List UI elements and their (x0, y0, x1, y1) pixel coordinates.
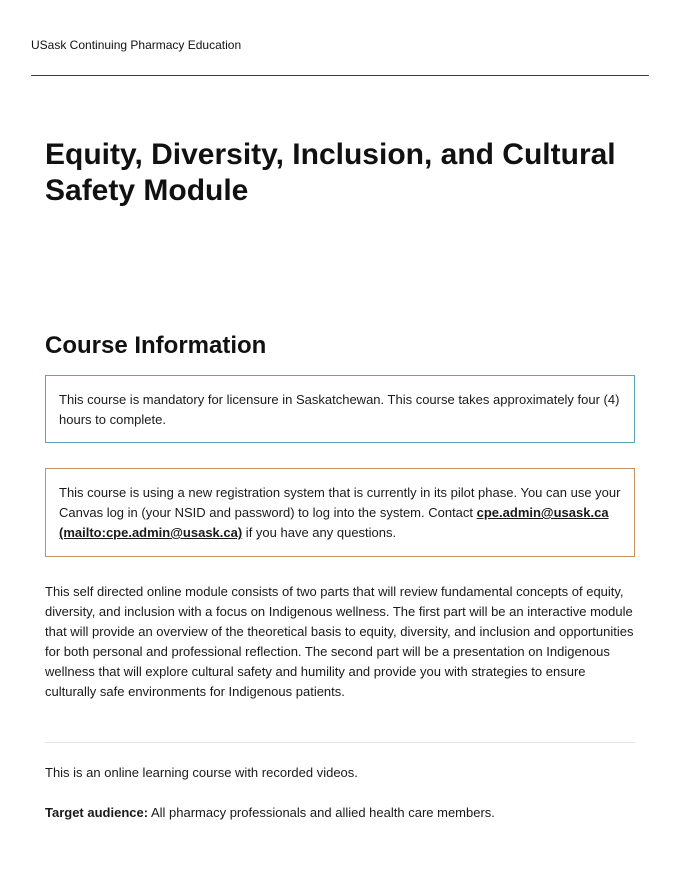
site-name[interactable]: USask Continuing Pharmacy Education (31, 38, 242, 52)
warning-text-before: This course is using a new registration system that is currently in its pilot phase. You can use your Canvas log in (your NSID and password) to log into the system. Contact (59, 485, 621, 520)
contact-email-link[interactable]: cpe.admin@usask.ca (mailto:cpe.admin@usask.ca) (59, 505, 609, 540)
section-divider (45, 742, 635, 743)
target-audience-value: All pharmacy professionals and allied health care members. (148, 805, 495, 820)
info-callout (45, 375, 635, 443)
course-format: This is an online learning course with recorded videos. (45, 765, 358, 780)
header-divider (31, 75, 649, 76)
course-description: This self directed online module consists of two parts that will review fundamental concepts of equity, diversity, and inclusion with a focus on Indigenous wellness. The first part will be an interactive module that will provide an overview of the theoretical basis to equity, diversity, and inclusion and opportunities for both personal and professional reflection. The second part will be a presentation on Indigenous wellness that will explore cultural safety and humility and provide you with strategies to ensure culturally safe environments for Indigenous patients. (45, 584, 634, 699)
course-information-heading: Course Information (45, 332, 267, 359)
target-audience (45, 803, 495, 823)
target-audience-label: Target audience: (45, 805, 149, 820)
page-title: Equity, Diversity, Inclusion, and Cultural Safety Module (45, 138, 616, 207)
info-callout-text: This course is mandatory for licensure in Saskatchewan. This course takes approximately four (4) hours to complete. (59, 392, 620, 427)
warning-text-after: if you have any questions. (242, 525, 397, 540)
registration-warning-callout (45, 468, 635, 557)
